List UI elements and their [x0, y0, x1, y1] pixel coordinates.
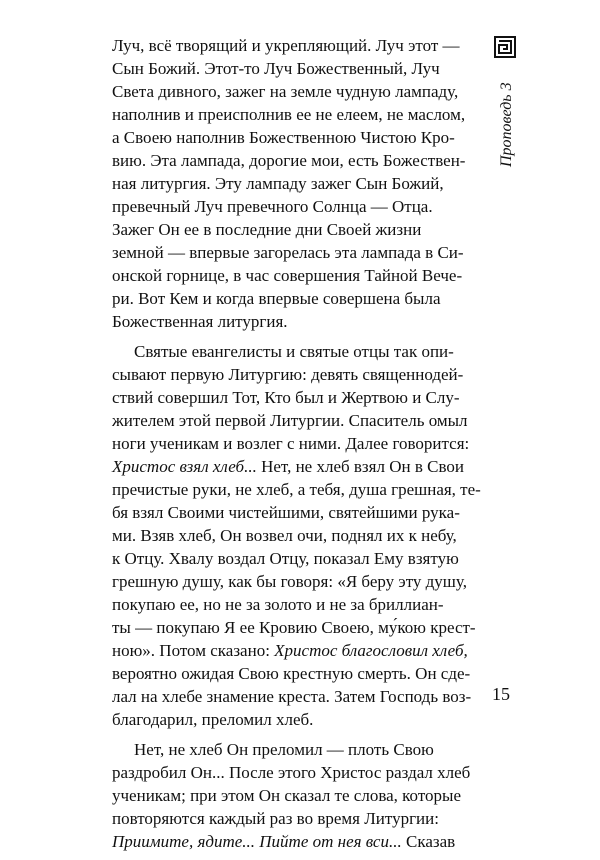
text-line	[112, 830, 472, 853]
text-line: земной — впервые загорелась эта лампада в Си-	[112, 243, 464, 262]
text-line: Луч, всё творящий и укрепляющий. Луч этот —	[112, 36, 460, 55]
body-text	[112, 34, 481, 860]
text-line: ми. Взяв хлеб, Он возвел очи, поднял их к небу,	[112, 526, 457, 545]
text-line: онской горнице, в час совершения Тайной Вече-	[112, 266, 463, 285]
paragraph-2	[112, 340, 481, 731]
text-line: жителем этой первой Литургии. Спаситель омыл	[112, 411, 468, 430]
text-line: вероятно ожидая Свою крестную смерть. Он сде-	[112, 664, 471, 683]
quote-italic: Христос взял хлеб...	[112, 457, 257, 476]
text-line: ты — покупаю Я ее Кровию Своею, му́кою крест-	[112, 618, 476, 637]
text-line: Нет, не хлеб Он преломил — плоть Свою	[134, 740, 434, 759]
text-line: ри. Вот Кем и когда впервые совершена была	[112, 289, 441, 308]
text-line: повторяются каждый раз во время Литургии:	[112, 809, 439, 828]
text-line: покупаю ее, но не за золото и не за бриллиан-	[112, 595, 444, 614]
text-line: грешную душу, как бы говоря: «Я беру эту душу,	[112, 572, 467, 591]
text-fragment: Сказав	[401, 832, 456, 851]
text-line: ствий совершил Тот, Кто был и Жертвою и Слу-	[112, 388, 460, 407]
text-line: вию. Эта лампада, дорогие мои, есть Божествен-	[112, 151, 466, 170]
text-line: к Отцу. Хвалу воздал Отцу, показал Ему взятую	[112, 549, 459, 568]
text-line: ноги ученикам и возлег с ними. Далее говорится:	[112, 434, 470, 453]
quote-italic: Приимите, ядите... Пийте от нея вси...	[112, 832, 402, 851]
quote-italic: Христос благословил хлеб,	[274, 641, 468, 660]
text-line: Света дивного, зажег на земле чудную лампаду,	[112, 82, 459, 101]
text-line	[112, 455, 472, 478]
text-line: Божественная литургия.	[112, 312, 288, 331]
text-line: превечный Луч превечного Солнца — Отца.	[112, 197, 433, 216]
text-fragment: Нет, не хлеб взял Он в Свои	[256, 457, 464, 476]
text-line: пречистые руки, не хлеб, а тебя, душа грешная, те-	[112, 480, 481, 499]
text-line: ная литургия. Эту лампаду зажег Сын Божий,	[112, 174, 444, 193]
text-line	[112, 639, 472, 662]
text-line: Сын Божий. Этот-то Луч Божественный, Луч	[112, 59, 440, 78]
text-fragment: ною». Потом сказано:	[112, 641, 275, 660]
paragraph-1	[112, 34, 472, 333]
text-line: ученикам; при этом Он сказал те слова, которые	[112, 786, 462, 805]
text-line: сывают первую Литургию: девять священнодей-	[112, 365, 464, 384]
text-line: Зажег Он ее в последние дни Своей жизни	[112, 220, 422, 239]
text-line: раздробил Он... После этого Христос раздал хлеб	[112, 763, 471, 782]
page-number: 15	[492, 684, 510, 704]
text-line: наполнив и преисполнив ее не елеем, не маслом,	[112, 105, 466, 124]
paragraph-3	[112, 738, 472, 853]
text-line: благодарил, преломил хлеб.	[112, 710, 314, 729]
text-line: а Своею наполнив Божественною Чистою Кро-	[112, 128, 455, 147]
running-head-title: Проповедь 3	[498, 82, 515, 167]
square-meander-ornament-icon	[494, 36, 516, 63]
text-line: лал на хлебе знамение креста. Затем Господь воз-	[112, 687, 472, 706]
text-line: бя взял Своими чистейшими, святейшими рука-	[112, 503, 460, 522]
text-line: Святые евангелисты и святые отцы так опи-	[134, 342, 454, 361]
